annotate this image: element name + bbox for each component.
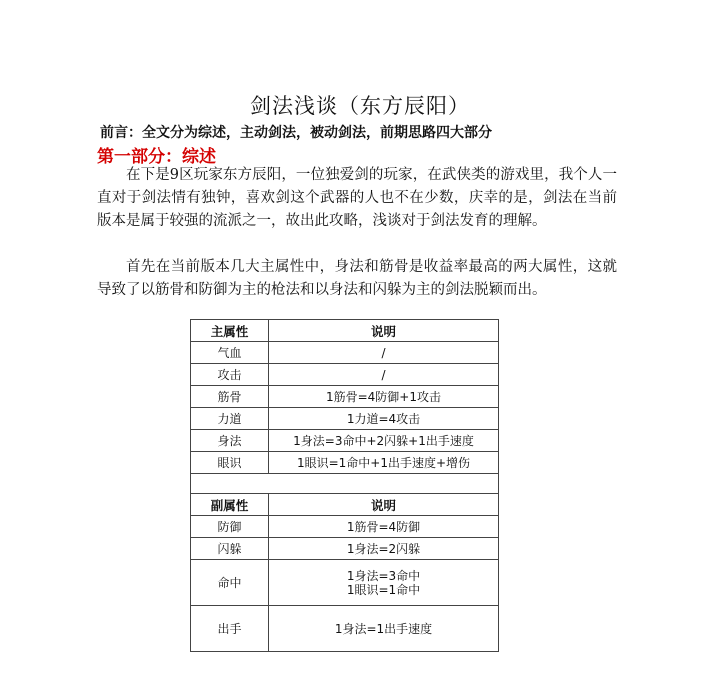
table-row xyxy=(191,538,499,560)
table-row xyxy=(191,386,499,408)
document-title: 剑法浅谈（东方辰阳） xyxy=(250,94,470,118)
header-main-attr: 主属性 xyxy=(191,320,269,342)
attr-cell: 攻击 xyxy=(191,364,269,386)
desc-cell xyxy=(269,560,499,606)
desc-cell: 1身法=3命中+2闪躲+1出手速度 xyxy=(269,430,499,452)
header-description: 说明 xyxy=(269,494,499,516)
spacer-cell xyxy=(191,474,499,494)
table-row xyxy=(191,560,499,606)
attr-cell: 眼识 xyxy=(191,452,269,474)
table-spacer-row xyxy=(191,474,499,494)
attribute-table xyxy=(190,319,499,652)
desc-line: 1身法=3命中 xyxy=(346,568,421,583)
attr-cell: 命中 xyxy=(191,560,269,606)
desc-cell: 1眼识=1命中+1出手速度+增伤 xyxy=(269,452,499,474)
table-row xyxy=(191,430,499,452)
desc-cell: 1筋骨=4防御+1攻击 xyxy=(269,386,499,408)
table-row xyxy=(191,342,499,364)
table-row xyxy=(191,516,499,538)
desc-cell: / xyxy=(269,342,499,364)
attr-cell: 防御 xyxy=(191,516,269,538)
attr-cell: 筋骨 xyxy=(191,386,269,408)
header-sub-attr: 副属性 xyxy=(191,494,269,516)
desc-cell: 1筋骨=4防御 xyxy=(269,516,499,538)
table-row xyxy=(191,606,499,652)
main-attr-header-row xyxy=(191,320,499,342)
paragraph-intro: 在下是9区玩家东方辰阳，一位独爱剑的玩家，在武侠类的游戏里，我个人一直对于剑法情有独钟，喜欢剑这个武器的人也不在少数，庆幸的是，剑法在当前版本是属于较强的流派之一，故出此攻略，浅谈对于剑法发育的理解。 xyxy=(97,167,617,229)
desc-cell: / xyxy=(269,364,499,386)
desc-cell: 1身法=1出手速度 xyxy=(269,606,499,652)
section-heading-part1: 第一部分：综述 xyxy=(97,147,216,167)
preface-line: 前言：全文分为综述，主动剑法，被动剑法，前期思路四大部分 xyxy=(100,125,492,141)
table-row xyxy=(191,408,499,430)
desc-cell: 1身法=2闪躲 xyxy=(269,538,499,560)
attr-cell: 闪躲 xyxy=(191,538,269,560)
attr-cell: 气血 xyxy=(191,342,269,364)
header-description: 说明 xyxy=(269,320,499,342)
table-row xyxy=(191,452,499,474)
desc-line: 1眼识=1命中 xyxy=(346,582,421,597)
table-row xyxy=(191,364,499,386)
attr-cell: 出手 xyxy=(191,606,269,652)
attr-cell: 力道 xyxy=(191,408,269,430)
paragraph-attributes: 首先在当前版本几大主属性中，身法和筋骨是收益率最高的两大属性，这就导致了以筋骨和防御为主的枪法和以身法和闪躲为主的剑法脱颖而出。 xyxy=(97,259,617,298)
desc-cell: 1力道=4攻击 xyxy=(269,408,499,430)
attr-cell: 身法 xyxy=(191,430,269,452)
sub-attr-header-row xyxy=(191,494,499,516)
